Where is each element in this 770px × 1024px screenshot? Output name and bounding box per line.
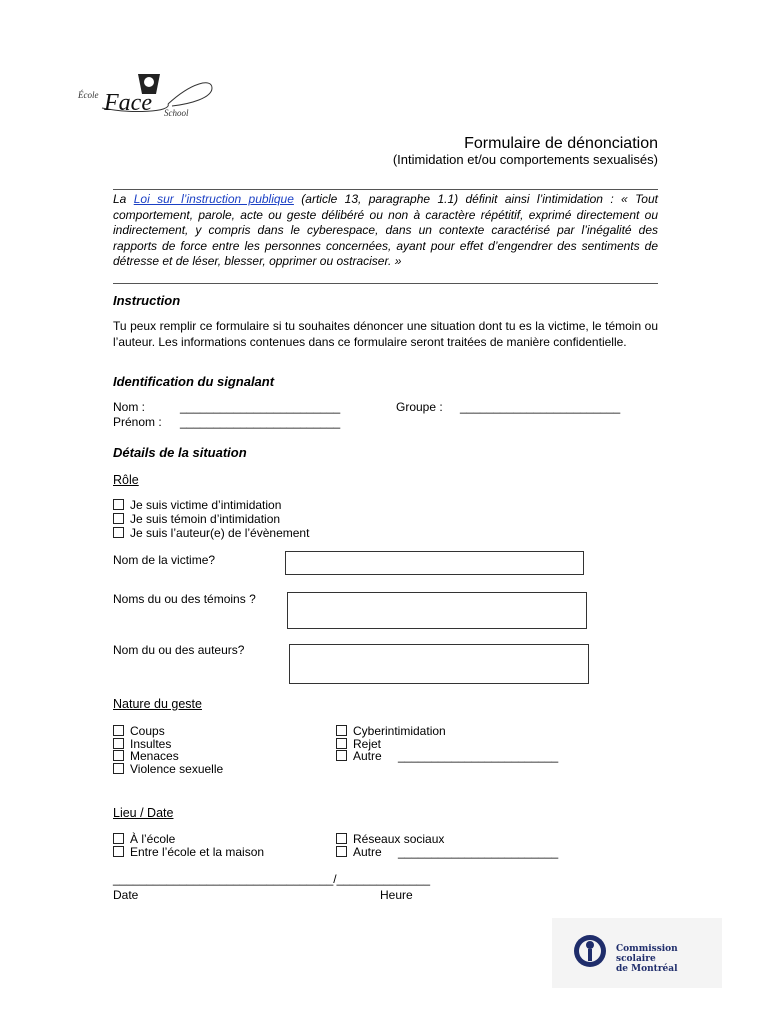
details-heading: Détails de la situation [113, 445, 247, 460]
nature-heading: Nature du geste [113, 697, 202, 711]
date-heure-field[interactable]: _________________________________/______________ [113, 872, 431, 886]
checkbox[interactable] [113, 499, 124, 510]
quote-text: (article 13, paragraphe 1.1) définit ainsi l’intimidation : « Tout comportement, parole, acte ou geste délibéré ou non à caractère répétitif, exprimé directement ou indirectement, y compris dans le cyberespace, dans un contexte caractérisé par l’inégalité des rapports de force entre les personnes concernées, ayant pour effet d’engendrer des sentiments de détresse et de léser, blesser, opprimer ou ostraciser. » [113, 192, 658, 269]
nature-option-coups[interactable] [113, 724, 165, 738]
divider-top [113, 189, 658, 190]
quote-prefix: La [113, 192, 134, 206]
lieu-option-trajet[interactable] [113, 845, 264, 859]
page-title: Formulaire de dénonciation [464, 135, 658, 152]
checkbox[interactable] [336, 833, 347, 844]
role-label: Je suis témoin d’intimidation [130, 512, 281, 526]
checkbox[interactable] [113, 750, 124, 761]
lieu-option-autre[interactable] [336, 845, 382, 859]
csdm-line1: Commission [616, 944, 678, 954]
divider-bottom [113, 283, 658, 284]
option-label: Rejet [353, 737, 382, 751]
nature-autre-field[interactable]: ________________________ [398, 749, 559, 763]
option-label: Autre [353, 749, 382, 763]
prenom-field[interactable]: ________________________ [180, 415, 341, 429]
checkbox[interactable] [113, 846, 124, 857]
logo-face-text: Face [104, 90, 152, 116]
checkbox[interactable] [336, 738, 347, 749]
checkbox[interactable] [113, 738, 124, 749]
csdm-line3: de Montréal [616, 964, 678, 974]
instruction-text: Tu peux remplir ce formulaire si tu souhaites dénoncer une situation dont tu es la victime, le témoin ou l’auteur. Les informations contenues dans ce formulaire seront traitées de manière confidentielle. [113, 319, 658, 349]
groupe-field[interactable]: ________________________ [460, 400, 621, 414]
checkbox[interactable] [113, 763, 124, 774]
instruction-heading: Instruction [113, 293, 181, 308]
checkbox[interactable] [113, 833, 124, 844]
option-label: Menaces [130, 749, 179, 763]
heure-label: Heure [380, 888, 413, 902]
page-subtitle: (Intimidation et/ou comportements sexualisés) [392, 152, 658, 167]
checkbox[interactable] [113, 527, 124, 538]
option-label: Cyberintimidation [353, 724, 446, 738]
victim-label: Nom de la victime? [113, 553, 216, 567]
checkbox[interactable] [336, 750, 347, 761]
lieu-option-ecole[interactable] [113, 832, 175, 846]
option-label: Autre [353, 845, 382, 859]
nature-option-violence[interactable] [113, 762, 223, 776]
checkbox[interactable] [336, 725, 347, 736]
role-label: Je suis l’auteur(e) de l’évènement [130, 526, 310, 540]
role-option-temoin[interactable] [113, 512, 280, 526]
nature-option-cyber[interactable] [336, 724, 446, 738]
role-heading: Rôle [113, 473, 139, 487]
csdm-emblem-icon [572, 933, 608, 969]
csdm-line2: scolaire [616, 954, 656, 964]
groupe-label: Groupe : [396, 400, 443, 414]
nature-option-menaces[interactable] [113, 749, 179, 763]
prenom-label: Prénom : [113, 415, 162, 429]
ecole-face-logo [72, 62, 217, 120]
witnesses-input[interactable] [287, 592, 587, 629]
logo-ecole-text: École [78, 90, 99, 100]
nom-field[interactable]: ________________________ [180, 400, 341, 414]
option-label: Insultes [130, 737, 172, 751]
role-option-auteur[interactable] [113, 526, 309, 540]
checkbox[interactable] [113, 513, 124, 524]
law-link[interactable]: Loi sur l’instruction publique [133, 192, 294, 206]
lieu-heading: Lieu / Date [113, 806, 174, 820]
lieu-autre-field[interactable]: ________________________ [398, 845, 559, 859]
lieu-option-reseaux[interactable] [336, 832, 444, 846]
identification-heading: Identification du signalant [113, 374, 275, 389]
role-label: Je suis victime d’intimidation [130, 498, 282, 512]
option-label: Entre l’école et la maison [130, 845, 265, 859]
victim-input[interactable] [285, 551, 584, 575]
option-label: Réseaux sociaux [353, 832, 445, 846]
date-label: Date [113, 888, 139, 902]
option-label: Violence sexuelle [130, 762, 224, 776]
witnesses-label: Noms du ou des témoins ? [113, 592, 256, 606]
option-label: À l’école [130, 832, 176, 846]
checkbox[interactable] [113, 725, 124, 736]
authors-input[interactable] [289, 644, 589, 684]
role-option-victime[interactable] [113, 498, 281, 512]
option-label: Coups [130, 724, 165, 738]
csdm-logo [552, 918, 722, 988]
authors-label: Nom du ou des auteurs? [113, 643, 245, 657]
checkbox[interactable] [336, 846, 347, 857]
nature-option-autre[interactable] [336, 749, 382, 763]
logo-school-text: School [164, 108, 189, 118]
nom-label: Nom : [113, 400, 146, 414]
law-quote [113, 192, 658, 270]
